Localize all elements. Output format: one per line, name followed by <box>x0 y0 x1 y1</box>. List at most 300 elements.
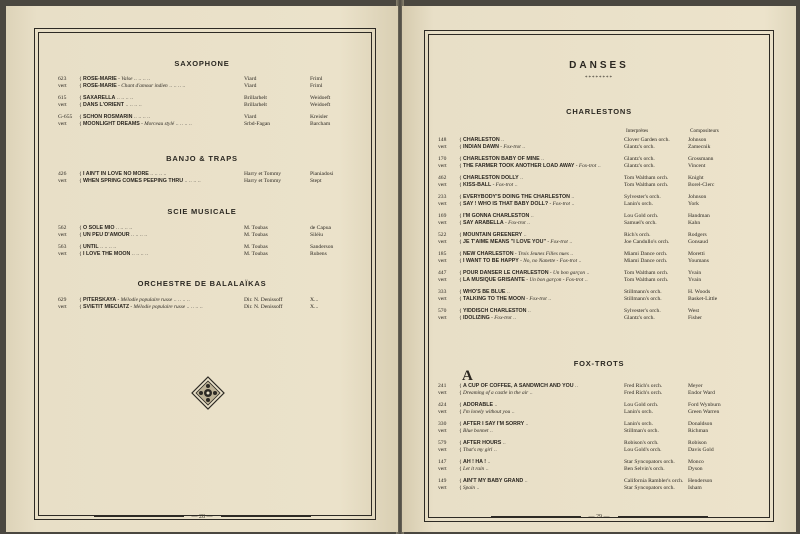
performer: M. Toubas <box>244 225 268 231</box>
brace-mark: { <box>79 251 82 257</box>
song-title-text: SVIETIT MIECIATZ <box>83 304 130 310</box>
composer: Gonsaud <box>688 239 708 245</box>
leader-dots: .. <box>529 213 534 219</box>
performer: Tom Waltham orch. <box>624 175 669 181</box>
song-title <box>83 232 147 239</box>
leader-dots: .. .. .. .. <box>98 244 117 250</box>
record-row <box>438 390 768 397</box>
song-title <box>463 194 574 201</box>
composer: West <box>688 308 700 314</box>
song-title-text: I'M GONNA CHARLESTON <box>463 213 530 219</box>
performer: Miami Dance orch. <box>624 251 668 257</box>
song-style: - Fox-trot <box>524 296 547 302</box>
record-row <box>438 466 768 473</box>
record-number: vert <box>58 304 67 310</box>
song-title-text: SAXARELLA <box>83 95 116 101</box>
composer: Robison <box>688 440 707 446</box>
record-row <box>438 220 768 227</box>
record-row <box>438 383 768 390</box>
song-title <box>83 114 150 121</box>
record-row <box>438 175 768 182</box>
composer: Davis Gold <box>688 447 714 453</box>
composer: Youmans <box>688 258 709 264</box>
song-style: - Un bon garçon <box>548 270 586 276</box>
brace-mark: { <box>459 239 462 245</box>
right-page <box>402 6 796 532</box>
leader-dots: .. <box>492 447 497 453</box>
song-title-text: WHEN SPRING COMES PEEPING THRU <box>83 178 184 184</box>
composer: H. Woods <box>688 289 711 295</box>
record-number: 426 <box>58 171 67 177</box>
song-title <box>463 390 533 397</box>
record-row <box>438 258 768 265</box>
brace-mark: { <box>79 76 82 82</box>
composer: Yvain <box>688 277 702 283</box>
record-number: vert <box>58 102 67 108</box>
song-title <box>463 251 573 258</box>
song-title-text: AH ! HA ! <box>463 459 487 465</box>
song-title-text: SAY ARABELLA <box>463 220 504 226</box>
left-page-footer <box>6 514 398 520</box>
song-title <box>463 258 581 265</box>
record-number: 447 <box>438 270 447 276</box>
leader-dots: .. .. .. .. <box>115 95 134 101</box>
brace-mark: { <box>79 83 82 89</box>
song-style: - Fox-trot <box>574 163 597 169</box>
song-title <box>463 402 497 409</box>
performer: Lou Gold orch. <box>624 213 659 219</box>
record-number: 330 <box>438 421 447 427</box>
record-number: vert <box>58 83 67 89</box>
song-title <box>463 409 515 416</box>
leader-dots: .. <box>525 220 531 226</box>
record-number: vert <box>438 220 447 226</box>
song-title <box>83 178 201 185</box>
performer: Sylvester's orch. <box>624 194 661 200</box>
composer: Monco <box>688 459 704 465</box>
leader-dots: .. .. .. .. <box>124 102 142 108</box>
song-title-text: DANS L'ORIENT <box>83 102 124 108</box>
song-title <box>463 156 544 163</box>
brace-mark: { <box>79 232 82 238</box>
record-number: 233 <box>438 194 447 200</box>
record-number: G-655 <box>58 114 73 120</box>
leader-dots: .. <box>486 459 491 465</box>
performer: Tom Waltham orch. <box>624 270 669 276</box>
brace-mark: { <box>459 296 462 302</box>
song-title-text: AFTER I SAY I'M SORRY <box>463 421 525 427</box>
record-row <box>58 83 378 90</box>
composer: Rubens <box>310 251 327 257</box>
song-title <box>83 304 203 311</box>
song-title <box>463 428 493 435</box>
section-rows-fox-trots <box>438 383 768 492</box>
song-title <box>463 277 588 284</box>
record-number: vert <box>438 144 447 150</box>
song-title-text: CHARLESTON BABY OF MINE <box>463 156 540 162</box>
composer: Ford Wynburn <box>688 402 721 408</box>
song-title <box>83 83 185 90</box>
song-title-text: A CUP OF COFFEE, A SANDWICH AND YOU <box>463 383 574 389</box>
record-row <box>58 232 378 239</box>
performer: Glantz's orch. <box>624 156 655 162</box>
brace-mark: { <box>459 182 462 188</box>
performer: M. Toubas <box>244 251 268 257</box>
song-title-text: CHARLESTON <box>463 137 500 143</box>
song-title-text: ROSE-MARIE <box>83 76 117 82</box>
song-title <box>463 163 601 170</box>
composer: Sanderson <box>310 244 334 250</box>
record-number: vert <box>438 258 447 264</box>
song-title-text: SAY ! WHO IS THAT BABY DOLL? <box>463 201 549 207</box>
composer: Endor Ward <box>688 390 715 396</box>
brace-mark: { <box>459 144 462 150</box>
brace-mark: { <box>459 213 462 219</box>
composer: Siléiu <box>310 232 324 238</box>
alphabet-letter-a: A <box>462 368 473 384</box>
composer: Green Warren <box>688 409 720 415</box>
song-style: - Trois Jeunes Filles nues <box>513 251 569 257</box>
brace-mark: { <box>459 251 462 257</box>
section-title-banjo-traps: BANJO & TRAPS <box>166 154 238 163</box>
song-title-text: EVERYBODY'S DOING THE CHARLESTON <box>463 194 570 200</box>
composer: Friml <box>310 83 323 89</box>
section-rows-banjo-traps <box>58 171 378 185</box>
performer: Harry et Tommy <box>244 178 282 184</box>
performer: Glantz's orch. <box>624 163 655 169</box>
leader-dots: .. <box>568 251 574 257</box>
brace-mark: { <box>459 478 462 484</box>
leader-dots: .. .. .. .. <box>132 114 151 120</box>
performer: Viard <box>244 76 257 82</box>
record-number: 563 <box>58 244 67 250</box>
record-number: vert <box>438 466 447 472</box>
leader-dots: .. <box>526 308 531 314</box>
song-title <box>463 485 480 492</box>
performer: Lanin's orch. <box>624 409 653 415</box>
composer: Vincent <box>688 163 706 169</box>
leader-dots: .. .. .. .. <box>132 76 151 82</box>
song-title-text: ROSE-MARIE <box>83 83 117 89</box>
song-style: - Fox-trot <box>503 220 526 226</box>
leader-dots: .. <box>539 156 545 162</box>
record-number: vert <box>58 251 67 257</box>
brace-mark: { <box>459 201 462 207</box>
composer: Meyer <box>688 383 703 389</box>
song-style: - Fox-trot <box>491 182 514 188</box>
song-title-text: TALKING TO THE MOON <box>463 296 525 302</box>
song-title <box>463 459 490 466</box>
record-number: 148 <box>438 137 447 143</box>
brace-mark: { <box>459 428 462 434</box>
song-title <box>463 201 574 208</box>
performer: Viard <box>244 83 257 89</box>
song-title <box>463 447 497 454</box>
page-title-danses: DANSES <box>569 60 629 71</box>
record-row <box>438 409 768 416</box>
performer: Tom Waltham orch. <box>624 277 669 283</box>
brace-mark: { <box>79 304 82 310</box>
record-number: 241 <box>438 383 447 389</box>
brace-mark: { <box>459 220 462 226</box>
song-style: - Fox-trot <box>548 201 571 207</box>
ornament-icon <box>191 376 225 410</box>
song-title-text: LA MUSIQUE GRISANTE <box>463 277 525 283</box>
performer: Stillmann's orch. <box>624 289 662 295</box>
record-row <box>438 213 768 220</box>
record-number: 147 <box>438 459 447 465</box>
brace-mark: { <box>459 308 462 314</box>
record-number: vert <box>438 277 447 283</box>
record-number: vert <box>438 239 447 245</box>
brace-mark: { <box>459 402 462 408</box>
record-row <box>438 402 768 409</box>
performer: Glantz's orch. <box>624 315 655 321</box>
performer: Clover Garden orch. <box>624 137 670 143</box>
composer: X... <box>310 297 319 303</box>
performer: Joe Candullo's orch. <box>624 239 670 245</box>
song-title-text: I WANT TO BE HAPPY <box>463 258 519 264</box>
leader-dots: .. <box>488 428 493 434</box>
composer: Moretti <box>688 251 705 257</box>
song-title <box>83 121 192 128</box>
brace-mark: { <box>459 258 462 264</box>
brace-mark: { <box>459 485 462 491</box>
song-style: Blue bonnet <box>463 428 489 434</box>
song-title <box>463 175 523 182</box>
composer: Borel-Clerc <box>688 182 715 188</box>
song-style: - Mélodie populaire russe <box>116 297 173 303</box>
song-title <box>463 383 578 390</box>
composer: Dyson <box>688 466 703 472</box>
song-style: - Fox-trot <box>489 315 512 321</box>
leader-dots: .. <box>546 296 552 302</box>
leader-dots: .. .. .. .. <box>129 232 148 238</box>
record-row <box>58 95 378 102</box>
record-number: vert <box>438 409 447 415</box>
brace-mark: { <box>459 194 462 200</box>
record-number: vert <box>438 390 447 396</box>
composer: Zamecnik <box>688 144 711 150</box>
song-title <box>83 251 148 258</box>
section-title-scie-musicale: SCIE MUSICALE <box>167 207 237 216</box>
song-title-text: SCHON ROSMARIN <box>83 114 133 120</box>
leader-dots: .. <box>569 194 575 200</box>
brace-mark: { <box>459 466 462 472</box>
brace-mark: { <box>459 277 462 283</box>
right-page-footer <box>402 514 796 520</box>
composer: Fisher <box>688 315 702 321</box>
leader-dots: .. .. .. .. <box>148 171 167 177</box>
record-number: vert <box>438 485 447 491</box>
brace-mark: { <box>79 225 82 231</box>
brace-mark: { <box>459 137 462 143</box>
record-number: 333 <box>438 289 447 295</box>
song-title <box>463 232 527 239</box>
performer: M. Toubas <box>244 244 268 250</box>
song-title-text: PITERSKAYA <box>83 297 117 303</box>
brace-mark: { <box>459 440 462 446</box>
leader-dots: .. <box>518 175 524 181</box>
record-row <box>438 485 768 492</box>
composer: X... <box>310 304 319 310</box>
song-style: Let it rain <box>463 466 485 472</box>
leader-dots: .. <box>493 402 498 408</box>
record-number: vert <box>438 428 447 434</box>
composer: Henderson <box>688 478 713 484</box>
composer: Barcham <box>310 121 331 127</box>
leader-dots: .. <box>523 478 528 484</box>
column-header-compositeurs: Compositeurs <box>690 128 719 134</box>
record-number: vert <box>58 178 67 184</box>
song-title-text: THE FARMER TOOK ANOTHER LOAD AWAY <box>463 163 575 169</box>
song-title-text: KISS-BALL <box>463 182 492 188</box>
record-row <box>438 144 768 151</box>
composer: Johnson <box>688 194 707 200</box>
record-row <box>58 297 378 304</box>
composer: Weidoeft <box>310 95 331 101</box>
record-row <box>58 225 378 232</box>
record-row <box>438 232 768 239</box>
song-style: - No, no Nanette - Fox-trot <box>518 258 578 264</box>
composer: Donaldson <box>688 421 713 427</box>
performer: Srbd-Fagan <box>244 121 271 127</box>
composer: Grossmann <box>688 156 714 162</box>
leader-dots: .. <box>520 144 526 150</box>
song-title-text: INDIAN DAWN <box>463 144 499 150</box>
leader-dots: .. <box>573 383 578 389</box>
record-row <box>438 251 768 258</box>
song-title-text: MOONLIGHT DREAMS <box>83 121 140 127</box>
section-title-balalaikas: ORCHESTRE DE BALALAÏKAS <box>137 279 267 288</box>
song-title <box>463 421 529 428</box>
brace-mark: { <box>459 156 462 162</box>
performer: Lanin's orch. <box>624 421 653 427</box>
brace-mark: { <box>459 232 462 238</box>
composer: Isham <box>688 485 702 491</box>
song-style: - Fox-trot <box>546 239 568 245</box>
song-title-text: WHO'S BE BLUE <box>463 289 506 295</box>
song-title-text: I LOVE THE MOON <box>83 251 131 257</box>
record-row <box>438 239 768 246</box>
song-title-text: UNTIL <box>83 244 99 250</box>
song-title-text: CHARLESTON DOLLY <box>463 175 519 181</box>
record-row <box>438 447 768 454</box>
record-row <box>58 102 378 109</box>
brace-mark: { <box>459 459 462 465</box>
record-row <box>438 289 768 296</box>
performer: Star Syncopators orch. <box>624 459 675 465</box>
record-row <box>438 421 768 428</box>
record-row <box>438 194 768 201</box>
section-rows-balalaikas <box>58 297 378 311</box>
leader-dots: .. <box>510 409 515 415</box>
performer: Dir. N. Denissoff <box>244 304 283 310</box>
song-title <box>463 315 516 322</box>
record-row <box>58 121 378 128</box>
song-title <box>83 102 142 109</box>
brace-mark: { <box>459 175 462 181</box>
song-style: - Valse <box>116 76 133 82</box>
page-number-left: — 28 — <box>191 514 213 520</box>
brace-mark: { <box>79 171 82 177</box>
leader-dots: .. .. .. .. <box>174 121 192 127</box>
record-number: 169 <box>438 213 447 219</box>
section-title-saxophone: SAXOPHONE <box>174 59 230 68</box>
song-title <box>463 220 530 227</box>
song-title <box>463 296 551 303</box>
song-title <box>463 270 589 277</box>
composer: Kreisler <box>310 114 329 120</box>
performer: Viard <box>244 114 257 120</box>
performer: Dir. N. Denissoff <box>244 297 283 303</box>
song-title <box>463 182 518 189</box>
section-rows-charlestons <box>438 137 768 322</box>
record-number: 570 <box>438 308 447 314</box>
record-number: vert <box>58 232 67 238</box>
brace-mark: { <box>459 421 462 427</box>
leader-dots: .. <box>577 258 582 264</box>
song-title <box>83 95 133 102</box>
brace-mark: { <box>459 163 462 169</box>
performer: Ben Selvin's orch. <box>624 466 665 472</box>
leader-dots: .. .. .. .. <box>130 251 149 257</box>
composer: Johnson <box>688 137 707 143</box>
record-row <box>438 201 768 208</box>
record-row <box>438 478 768 485</box>
section-title-charlestons: CHARLESTONS <box>566 107 632 116</box>
performer: Brillarhelt <box>244 95 267 101</box>
leader-dots: .. <box>585 270 590 276</box>
record-number: vert <box>438 182 447 188</box>
song-style: - Fox-trot <box>498 144 521 150</box>
brace-mark: { <box>459 409 462 415</box>
record-row <box>58 304 378 311</box>
leader-dots: .. <box>475 485 480 491</box>
performer: Robison's orch. <box>624 440 659 446</box>
composer: Yvain <box>688 270 702 276</box>
brace-mark: { <box>79 121 82 127</box>
record-row <box>438 137 768 144</box>
leader-dots: .. <box>522 232 527 238</box>
song-title-text: ADORABLE <box>463 402 494 408</box>
leader-dots: .. <box>499 137 505 143</box>
song-title-text: UN PEU D'AMOUR <box>83 232 130 238</box>
record-number: 629 <box>58 297 67 303</box>
composer: Kahn <box>688 220 701 226</box>
song-style: Dreaming of a castle in the air <box>463 390 529 396</box>
song-title-text: MOUNTAIN GREENERY <box>463 232 523 238</box>
record-number: vert <box>438 447 447 453</box>
performer: Lanin's orch. <box>624 201 653 207</box>
record-number: 462 <box>438 175 447 181</box>
brace-mark: { <box>79 244 82 250</box>
leader-dots: .. <box>524 421 529 427</box>
composer: Basket-Little <box>688 296 718 302</box>
record-row <box>438 296 768 303</box>
song-style: - Un bon garçon - Fox-trot <box>524 277 584 283</box>
composer: Stept <box>310 178 322 184</box>
performer: California Rambler's orch. <box>624 478 684 484</box>
record-row <box>438 163 768 170</box>
performer: Sylvester's orch. <box>624 308 661 314</box>
song-title <box>83 225 132 232</box>
performer: Brillarhelt <box>244 102 267 108</box>
leader-dots: .. .. .. .. <box>167 83 186 89</box>
song-title-text: POUR DANSER LE CHARLESTON <box>463 270 549 276</box>
performer: Lou Gold orch. <box>624 402 659 408</box>
record-row <box>438 277 768 284</box>
